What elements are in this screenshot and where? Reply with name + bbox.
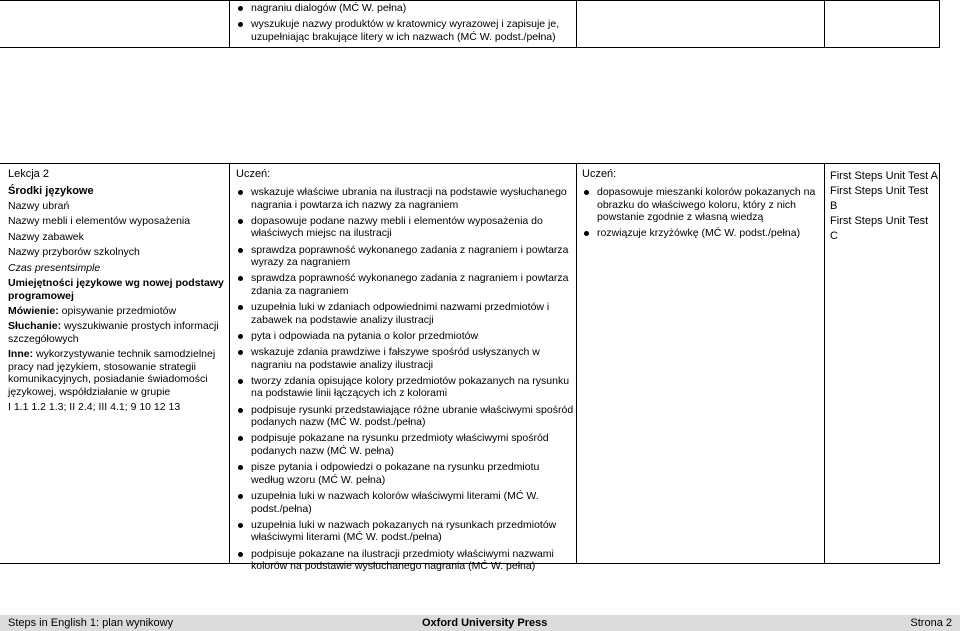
list-item	[230, 330, 574, 343]
top-row-basic-cell	[230, 2, 574, 47]
lesson-row-top-border	[0, 163, 940, 164]
table-border-right-top	[939, 0, 940, 48]
listening-skill	[8, 320, 226, 345]
list-item	[230, 519, 574, 544]
extended-requirements-list	[576, 186, 822, 240]
list-item-text: podpisuje pokazane na rysunku przedmioty właściwymi spośród podanych nazw (MĆ W. pełna)	[251, 432, 549, 458]
other-text: wykorzystywanie technik samodzielnej pracy nad językiem, stosowanie strategii komunikacyjnych, posiadanie świadomości językowej, współdziałanie w grupie	[8, 348, 216, 399]
list-item-text: tworzy zdania opisujące kolory przedmiotów pokazanych na rysunku na podstawie linii łączących ich z kolorami	[251, 374, 570, 400]
table-border-right-bottom	[939, 163, 940, 564]
list-item-text: dopasowuje mieszanki kolorów pokazanych na obrazku do właściwego koloru, który z nich powstanie zgodnie z własną wiedzą	[597, 186, 816, 224]
basic-requirements-cell	[236, 168, 574, 576]
list-item-text: podpisuje rysunki przedstawiające różne ubranie właściwymi spośród podanych nazw (MĆ W. podst./pełna)	[251, 403, 574, 429]
top-row-list	[230, 2, 574, 43]
list-item	[230, 548, 574, 573]
extended-heading: Uczeń:	[582, 168, 617, 180]
list-item-text: uzupełnia luki w zdaniach odpowiednimi nazwami przedmiotów i zabawek na podstawie analizy ilustracji	[251, 301, 550, 326]
language-means-heading: Środki językowe	[8, 184, 94, 197]
list-item	[230, 375, 574, 400]
footer-center: Oxford University Press	[422, 617, 548, 629]
table-border-top	[0, 0, 940, 1]
list-item	[230, 215, 574, 240]
language-means-item: Nazwy zabawek	[8, 230, 84, 243]
list-item	[230, 272, 574, 297]
list-item-text: uzupełnia luki w nazwach kolorów właściwymi literami (MĆ W. podst./pełna)	[251, 490, 539, 515]
list-item-text: pisze pytania i odpowiedzi o pokazane na rysunku przedmiotu według wzoru (MĆ W. pełna)	[251, 461, 540, 486]
speaking-label: Mówienie:	[8, 304, 59, 317]
tense-label: Czas presentsimple	[8, 261, 101, 274]
list-item	[576, 227, 822, 240]
test-item: First Steps Unit Test A	[830, 170, 939, 182]
column-divider-3b	[824, 163, 825, 564]
language-means-item: Nazwy przyborów szkolnych	[8, 246, 140, 259]
list-item	[230, 18, 574, 43]
list-item	[230, 301, 574, 326]
list-item	[576, 186, 822, 224]
list-item	[230, 2, 574, 15]
basic-requirements-list	[230, 186, 574, 573]
speaking-text: opisywanie przedmiotów	[58, 304, 177, 317]
column-divider-2	[576, 0, 577, 48]
language-means-item: Nazwy mebli i elementów wyposażenia	[8, 215, 191, 228]
footer-right: Strona 2	[910, 617, 952, 629]
tests-cell	[830, 169, 938, 244]
listening-text: wyszukiwanie prostych informacji szczegółowych	[8, 320, 219, 345]
other-skill	[8, 348, 226, 398]
list-item	[230, 186, 574, 211]
page-footer	[0, 615, 960, 631]
test-item: First Steps Unit Test B	[830, 185, 929, 212]
list-item-text: podpisuje pokazane na ilustracji przedmioty właściwymi nazwami kolorów na podstawie wysłuchanego nagrania (MĆ W. pełna)	[251, 547, 554, 573]
lesson-cell	[8, 168, 226, 417]
list-item-text: sprawdza poprawność wykonanego zadania z nagraniem i powtarza wyrazy za nagraniem	[251, 243, 569, 269]
list-item-text: uzupełnia luki w nazwach pokazanych na rysunkach przedmiotów właściwymi literami (MĆ W. podst./pełna)	[251, 518, 557, 544]
list-item	[230, 244, 574, 269]
list-item-text: nagraniu dialogów (MĆ W. pełna)	[251, 2, 407, 14]
list-item-text: sprawdza poprawność wykonanego zadania z nagraniem i powtarza zdania za nagraniem	[251, 272, 569, 297]
list-item	[230, 490, 574, 515]
list-item-text: wskazuje zdania prawdziwe i fałszywe spośród usłyszanych w nagraniu na podstawie analizy ilustracji	[251, 346, 540, 371]
curriculum-codes: I 1.1 1.2 1.3; II 2.4; III 4.1; 9 10 12 13	[8, 401, 181, 414]
list-item-text: wskazuje właściwe ubrania na ilustracji na podstawie wysłuchanego nagrania i powtarza ich nazwy za nagraniem	[251, 186, 567, 211]
list-item	[230, 346, 574, 371]
lesson-title: Lekcja 2	[8, 168, 49, 180]
footer-left: Steps in English 1: plan wynikowy	[8, 617, 174, 629]
speaking-skill	[8, 305, 226, 318]
list-item-text: dopasowuje podane nazwy mebli i elementów wyposażenia do właściwych miejsc na ilustracji	[251, 214, 543, 240]
other-label: Inne:	[8, 348, 34, 361]
column-divider-3	[824, 0, 825, 48]
language-means-item: Nazwy ubrań	[8, 199, 70, 212]
list-item	[230, 432, 574, 457]
list-item-text: pyta i odpowiada na pytania o kolor przedmiotów	[251, 329, 479, 342]
basic-heading: Uczeń:	[236, 168, 271, 180]
extended-requirements-cell	[582, 168, 822, 244]
list-item-text: wyszukuje nazwy produktów w kratownicy wyrazowej i zapisuje je, uzupełniając brakujące litery w ich nazwach (MĆ W. podst./pełna)	[251, 18, 560, 43]
list-item-text: rozwiązuje krzyżówkę (MĆ W. podst./pełna)	[597, 227, 801, 240]
listening-label: Słuchanie:	[8, 320, 62, 333]
list-item	[230, 404, 574, 429]
skills-heading: Umiejętności językowe wg nowej podstawy programowej	[8, 276, 224, 302]
list-item	[230, 461, 574, 486]
top-row-bottom-border	[0, 47, 940, 48]
test-item: First Steps Unit Test C	[830, 215, 929, 242]
